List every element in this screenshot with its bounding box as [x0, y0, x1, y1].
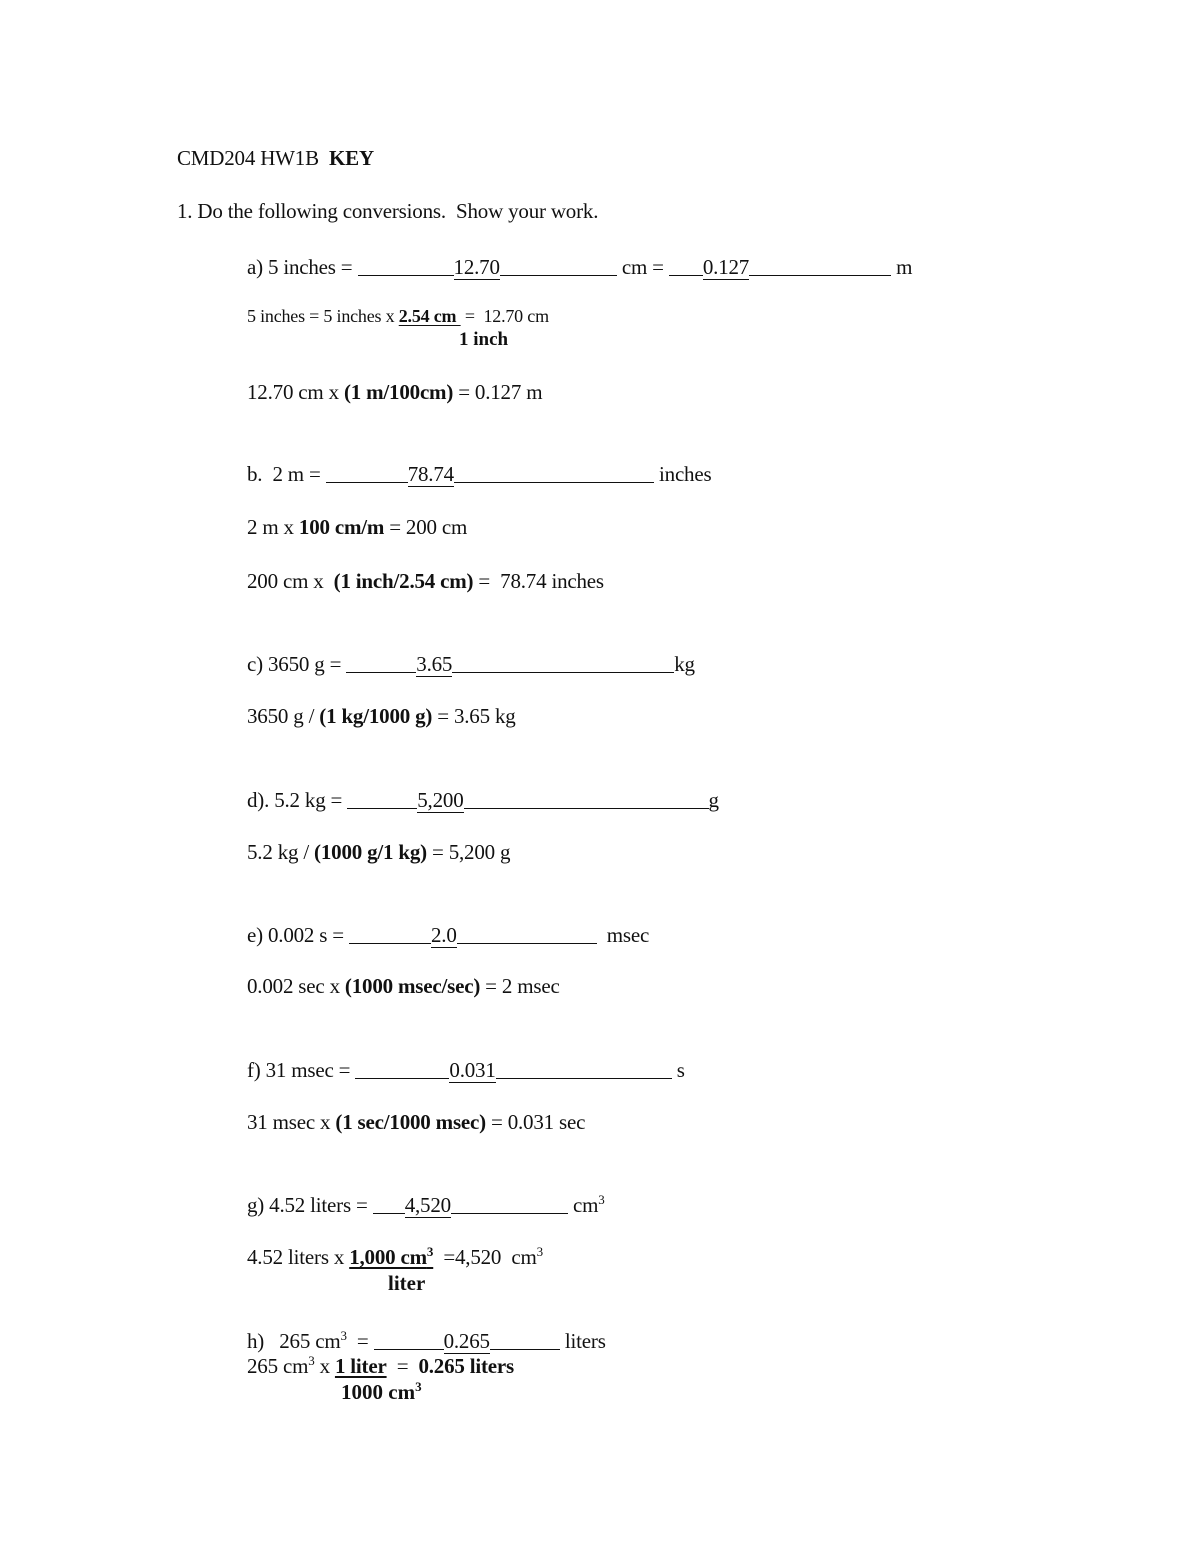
work-text: 0.002 sec x: [247, 974, 345, 998]
answer-g: 4,520: [404, 1193, 451, 1217]
work-text: 4.52 liters x: [247, 1245, 350, 1269]
blank-line: [490, 1329, 560, 1350]
conversion-factor: 100 cm/m: [298, 515, 385, 539]
unit-s: s: [671, 1058, 685, 1082]
conversion-factor: (1 sec/1000 msec): [335, 1110, 486, 1134]
blank-line: [500, 255, 617, 276]
exponent: 3: [598, 1192, 605, 1207]
question-e: [247, 921, 649, 947]
work-result: = 0.127 m: [453, 380, 543, 404]
key-label: KEY: [329, 146, 374, 170]
times-sign: x: [314, 1354, 335, 1378]
work-result: = 3.65 kg: [432, 704, 516, 728]
work-result: = 2 msec: [480, 974, 560, 998]
work-result: = 0.031 sec: [485, 1110, 586, 1134]
question-c: [247, 650, 695, 676]
exponent: 3: [308, 1353, 315, 1368]
fraction-numerator: [349, 1245, 433, 1269]
work-e: [247, 974, 560, 998]
fraction-denominator: liter: [388, 1271, 426, 1295]
blank-line: [452, 652, 674, 673]
conversion-factor: (1 m/100cm): [343, 380, 454, 404]
conversion-factor: (1000 msec/sec): [344, 974, 481, 998]
fraction-denominator: [341, 1381, 422, 1403]
blank-line: [346, 652, 416, 673]
work-g: [247, 1245, 543, 1269]
blank-line: [669, 255, 703, 276]
unit-cm3: cm: [567, 1193, 599, 1217]
blank-line: [373, 1193, 405, 1214]
exponent: 3: [426, 1244, 434, 1259]
unit-msec: msec: [596, 923, 650, 947]
question-f: [247, 1056, 685, 1082]
equals-sign: =: [346, 1329, 374, 1353]
work-result: =4,520 cm: [433, 1245, 537, 1269]
question-g: [247, 1191, 605, 1217]
work-text: 200 cm x: [247, 569, 334, 593]
exponent: 3: [340, 1328, 347, 1343]
exponent: 3: [415, 1379, 422, 1394]
conversion-factor: (1 kg/1000 g): [319, 704, 433, 728]
work-c: [247, 704, 516, 728]
unit-inches: inches: [653, 462, 712, 486]
course-title: CMD204 HW1B: [177, 146, 319, 170]
question-c-prompt: c) 3650 g =: [247, 652, 347, 676]
equals-sign: =: [386, 1354, 419, 1378]
numerator-text: 1,000 cm: [349, 1245, 427, 1269]
work-result: 0.265 liters: [418, 1354, 515, 1378]
answer-h: 0.265: [443, 1329, 490, 1353]
question-h: [247, 1327, 606, 1353]
work-result: = 78.74 inches: [473, 569, 604, 593]
denominator-text: 1000 cm: [341, 1380, 416, 1404]
fraction-numerator: 2.54 cm: [398, 306, 461, 326]
work-result: = 200 cm: [384, 515, 468, 539]
blank-line: [454, 462, 654, 483]
work-text: 3650 g /: [247, 704, 320, 728]
blank-line: [347, 788, 417, 809]
work-result: = 5,200 g: [426, 840, 511, 864]
conversion-factor: (1 inch/2.54 cm): [333, 569, 474, 593]
question-g-prompt: g) 4.52 liters =: [247, 1193, 373, 1217]
blank-line: [496, 1058, 672, 1079]
page-title: [177, 146, 374, 170]
exponent: 3: [536, 1244, 543, 1259]
fraction-denominator: 1 inch: [459, 329, 509, 350]
answer-a-m: 0.127: [702, 255, 750, 279]
work-result: = 12.70 cm: [460, 306, 549, 326]
fraction-numerator: 1 liter: [334, 1354, 387, 1378]
question-a-prompt: a) 5 inches =: [247, 255, 358, 279]
work-b-step2: [247, 569, 604, 593]
question-f-prompt: f) 31 msec =: [247, 1058, 356, 1082]
answer-d: 5,200: [417, 788, 464, 812]
work-h: [247, 1354, 514, 1378]
work-f: [247, 1110, 585, 1134]
blank-line: [451, 1193, 568, 1214]
work-a-step2: [247, 380, 542, 404]
answer-a-cm: 12.70: [453, 255, 500, 279]
blank-line: [326, 462, 408, 483]
answer-b: 78.74: [407, 462, 454, 486]
blank-line: [457, 923, 597, 944]
unit-m: m: [891, 255, 913, 279]
work-text: 5 inches = 5 inches x: [247, 306, 399, 326]
question-b: [247, 460, 711, 486]
blank-line: [464, 788, 709, 809]
work-b-step1: [247, 515, 467, 539]
blank-line: [374, 1329, 444, 1350]
blank-line: [355, 1058, 449, 1079]
question-b-prompt: b. 2 m =: [247, 462, 326, 486]
answer-f: 0.031: [449, 1058, 496, 1082]
blank-line: [349, 923, 431, 944]
unit-g: g: [708, 788, 719, 812]
unit-liters: liters: [559, 1329, 606, 1353]
work-text: 12.70 cm x: [247, 380, 344, 404]
question-e-prompt: e) 0.002 s =: [247, 923, 349, 947]
work-d: [247, 840, 510, 864]
work-text: 5.2 kg /: [247, 840, 315, 864]
conversion-factor: (1000 g/1 kg): [314, 840, 427, 864]
work-text: 2 m x: [247, 515, 299, 539]
work-text: 31 msec x: [247, 1110, 336, 1134]
answer-e: 2.0: [430, 923, 457, 947]
blank-line: [358, 255, 454, 276]
question-d-prompt: d). 5.2 kg =: [247, 788, 348, 812]
unit-kg: kg: [674, 652, 695, 676]
blank-line: [749, 255, 891, 276]
question-d: [247, 786, 719, 812]
instruction: 1. Do the following conversions. Show your work.: [177, 199, 599, 223]
unit-cm: cm =: [616, 255, 669, 279]
question-h-prompt: h) 265 cm: [247, 1329, 341, 1353]
answer-c: 3.65: [416, 652, 453, 676]
question-a: [247, 253, 912, 279]
work-text: 265 cm: [247, 1354, 309, 1378]
work-a-step1: [247, 305, 549, 327]
